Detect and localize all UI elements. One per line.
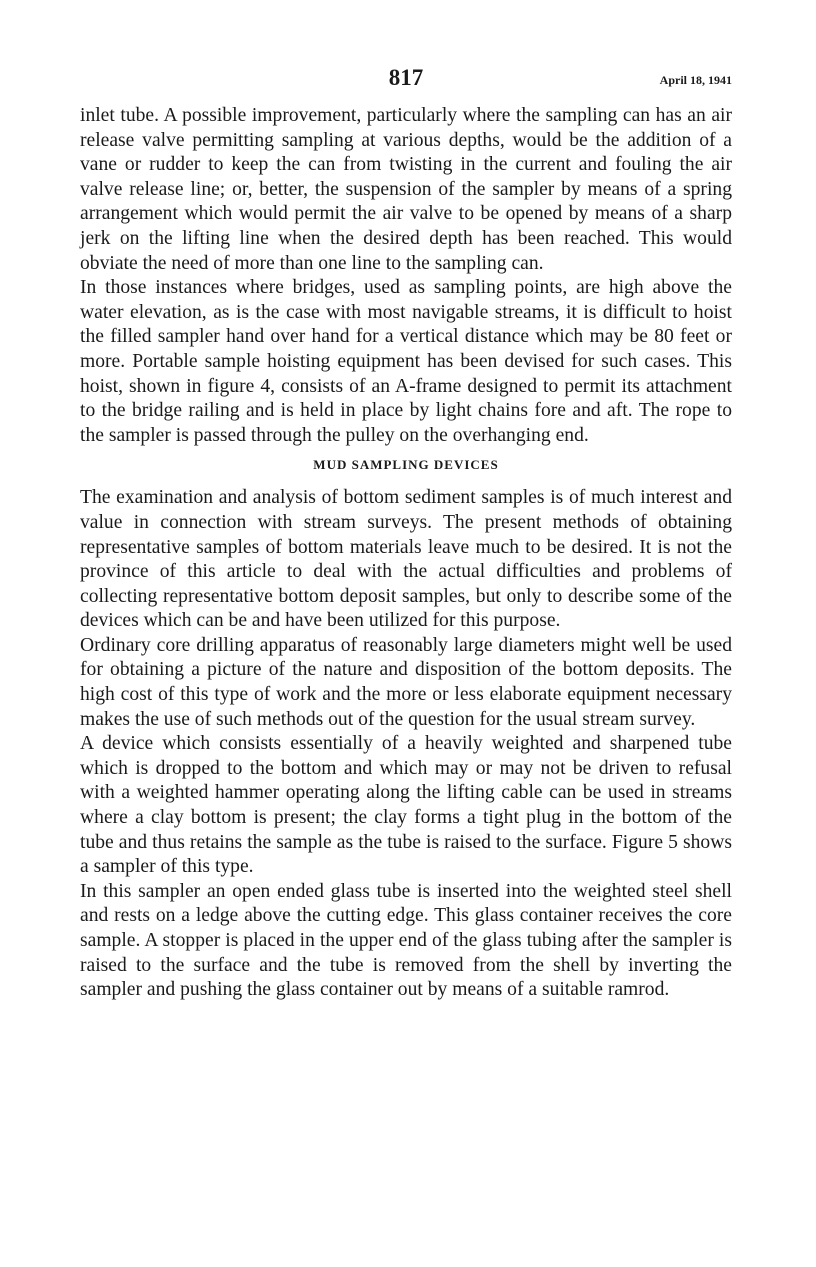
paragraph: A device which consists essentially of a heavily weighted and sharpened tube which is dropped to the bottom and which may or may not be driven to refusal with a weighted hammer operating along the lifting cable can be used in streams where a clay bottom is present; the clay forms a tight plug in the bottom of the tube and thus retains the sample as the tube is raised to the surface. Figure 5 shows a sampler of this type. (80, 733, 732, 878)
page-number: 817 (388, 65, 424, 90)
paragraph: The examination and analysis of bottom sediment samples is of much interest and value in connection with stream surveys. The present methods of obtaining representative samples of bottom materials leave much to be desired. It is not the province of this article to deal with the actual difficulties and problems of collecting representative bottom deposit samples, but only to describe some of the devices which can be and have been utilized for this purpose. (80, 487, 732, 632)
paragraph: In those instances where bridges, used as sampling points, are high above the water elevation, as is the case with most navigable streams, it is difficult to hoist the filled sampler hand over hand for a vertical distance which may be 80 feet or more. Portable sample hoisting equipment has been devised for such cases. This hoist, shown in figure 4, consists of an A-frame designed to permit its attachment to the bridge railing and is held in place by light chains fore and aft. The rope to the sampler is passed through the pulley on the overhanging end. (80, 277, 732, 446)
paragraph: Ordinary core drilling apparatus of reasonably large diameters might well be used for obtaining a picture of the nature and disposition of the bottom deposits. The high cost of this type of work and the more or less elaborate equipment necessary makes the use of such methods out of the question for the usual stream survey. (80, 634, 732, 730)
body-text (80, 104, 732, 1003)
header-date: April 18, 1941 (659, 73, 732, 87)
section-heading: MUD SAMPLING DEVICES (313, 457, 499, 473)
paragraph: inlet tube. A possible improvement, particularly where the sampling can has an air release valve permitting sampling at various depths, would be the addition of a vane or rudder to keep the can from twisting in the current and fouling the air valve release line; or, better, the suspension of the sampler by means of a spring arrangement which would permit the air valve to be opened by means of a sharp jerk on the lifting line when the desired depth has been reached. This would obviate the need of more than one line to the sampling can. (80, 105, 732, 274)
page-header (80, 64, 732, 104)
paragraph: In this sampler an open ended glass tube is inserted into the weighted steel shell and rests on a ledge above the cutting edge. This glass container receives the core sample. A stopper is placed in the upper end of the glass tubing after the sampler is raised to the surface and the tube is removed from the shell by inverting the sampler and pushing the glass container out by means of a suitable ramrod. (80, 880, 732, 1001)
document-page (80, 64, 732, 1003)
